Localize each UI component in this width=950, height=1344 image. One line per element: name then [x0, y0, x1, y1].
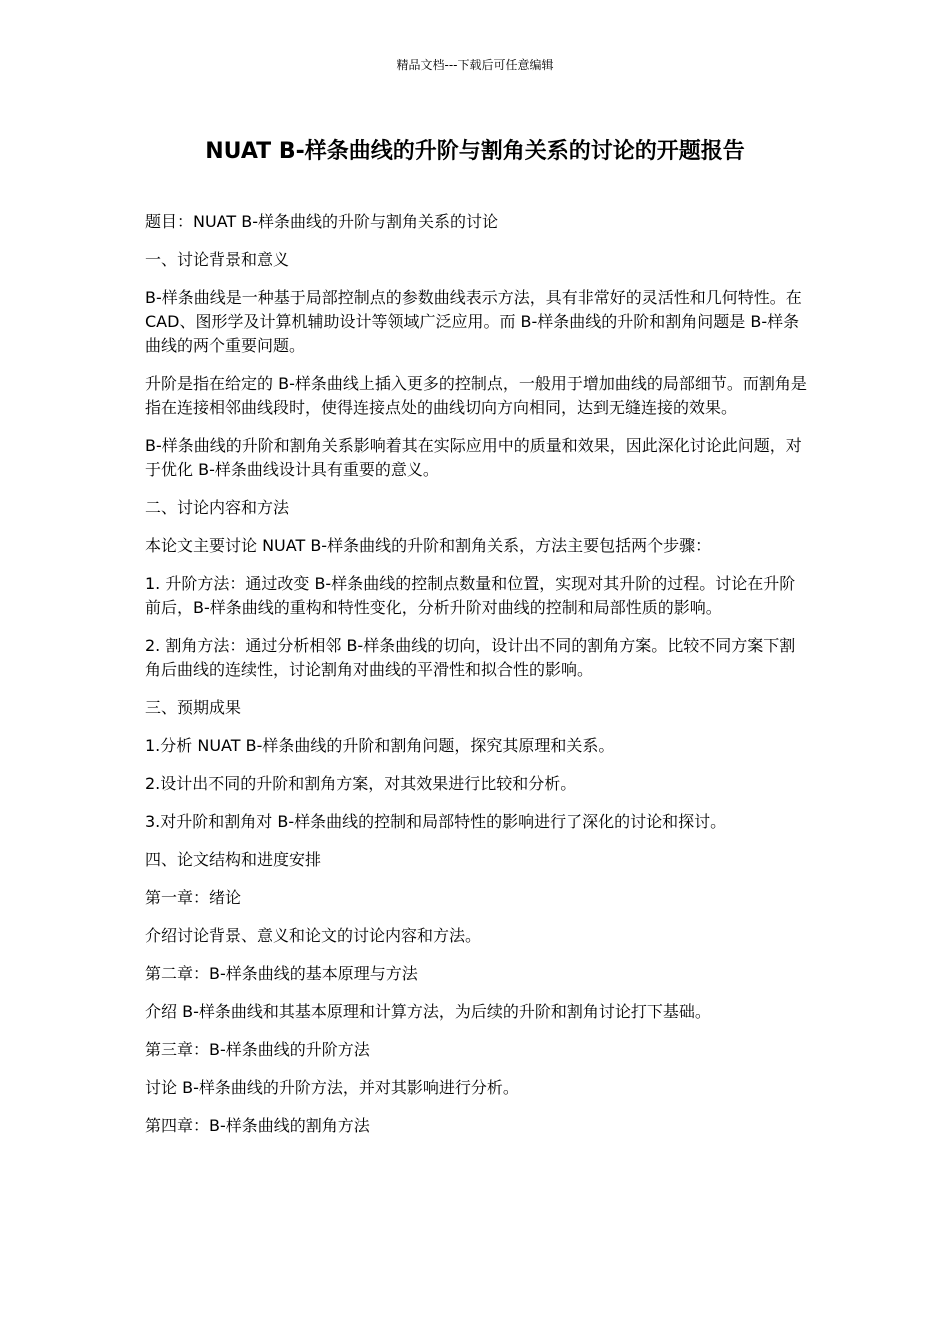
list-item: 3.对升阶和割角对 B-样条曲线的控制和局部特性的影响进行了深化的讨论和探讨。: [145, 812, 727, 831]
section-heading-expected-results: 三、预期成果: [145, 698, 242, 717]
section-heading-content-method: 二、讨论内容和方法: [145, 498, 290, 517]
document-title: NUAT B-样条曲线的升阶与割角关系的讨论的开题报告: [205, 139, 745, 164]
section-heading-background: 一、讨论背景和意义: [145, 250, 290, 269]
chapter-heading: 第一章：绪论: [145, 888, 242, 907]
list-item: 2. 割角方法：通过分析相邻 B-样条曲线的切向，设计出不同的割角方案。比较不同方案下割角后曲线的连续性，讨论割角对曲线的平滑性和拟合性的影响。: [145, 636, 796, 679]
section-heading-structure-schedule: 四、论文结构和进度安排: [145, 850, 322, 869]
list-item: 2.设计出不同的升阶和割角方案，对其效果进行比较和分析。: [145, 774, 577, 793]
paragraph: 讨论 B-样条曲线的升阶方法，并对其影响进行分析。: [145, 1078, 519, 1097]
list-item: 1.分析 NUAT B-样条曲线的升阶和割角问题，探究其原理和关系。: [145, 736, 615, 755]
chapter-heading: 第二章：B-样条曲线的基本原理与方法: [145, 964, 418, 983]
paragraph: 本论文主要讨论 NUAT B-样条曲线的升阶和割角关系，方法主要包括两个步骤：: [145, 536, 712, 555]
paragraph-subject: 题目：NUAT B-样条曲线的升阶与割角关系的讨论: [145, 212, 498, 231]
paragraph: 升阶是指在给定的 B-样条曲线上插入更多的控制点，一般用于增加曲线的局部细节。而割角是指在连接相邻曲线段时，使得连接点处的曲线切向方向相同，达到无缝连接的效果。: [145, 374, 807, 417]
paragraph: 介绍 B-样条曲线和其基本原理和计算方法，为后续的升阶和割角讨论打下基础。: [145, 1002, 711, 1021]
list-item: 1. 升阶方法：通过改变 B-样条曲线的控制点数量和位置，实现对其升阶的过程。讨论在升阶前后，B-样条曲线的重构和特性变化，分析升阶对曲线的控制和局部性质的影响。: [145, 574, 796, 617]
chapter-heading: 第三章：B-样条曲线的升阶方法: [145, 1040, 370, 1059]
chapter-heading: 第四章：B-样条曲线的割角方法: [145, 1116, 370, 1135]
document-body: [145, 210, 807, 1152]
paragraph: B-样条曲线的升阶和割角关系影响着其在实际应用中的质量和效果，因此深化讨论此问题，对于优化 B-样条曲线设计具有重要的意义。: [145, 436, 802, 479]
paragraph: 介绍讨论背景、意义和论文的讨论内容和方法。: [145, 926, 482, 945]
paragraph: B-样条曲线是一种基于局部控制点的参数曲线表示方法，具有非常好的灵活性和几何特性。在 CAD、图形学及计算机辅助设计等领域广泛应用。而 B-样条曲线的升阶和割角问题是 B-样条曲线的两个重要问题。: [145, 288, 802, 355]
page-header: 精品文档---下载后可任意编辑: [396, 58, 554, 72]
